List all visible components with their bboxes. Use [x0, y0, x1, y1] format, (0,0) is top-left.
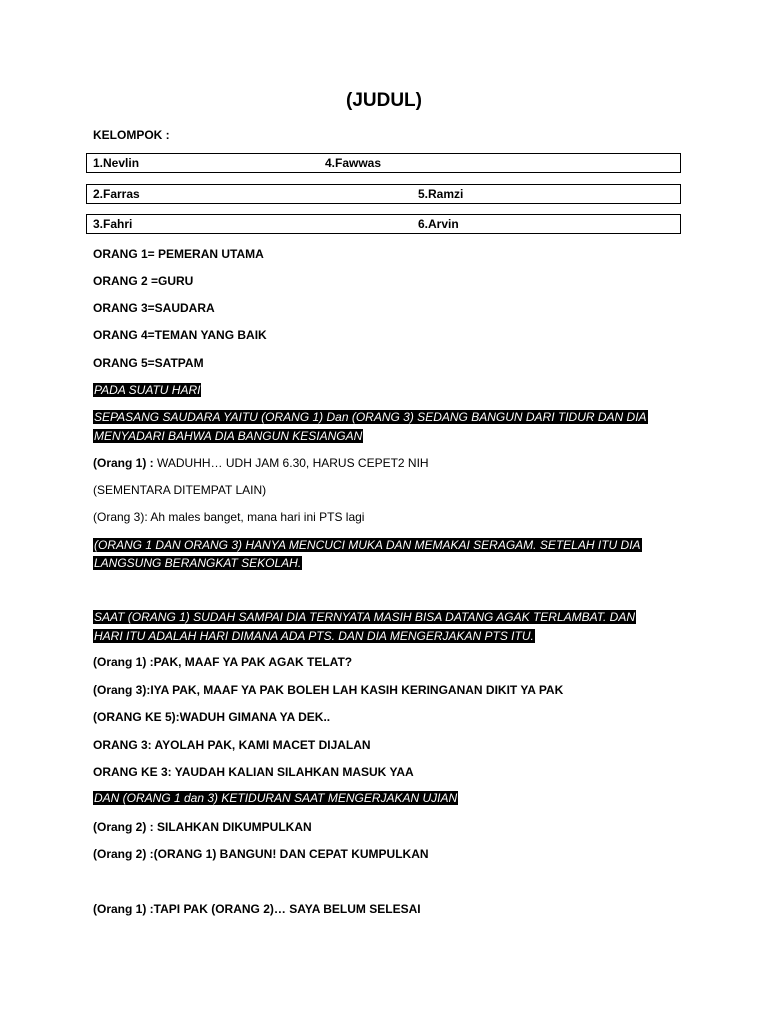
role-line: ORANG 5=SATPAM	[93, 356, 204, 370]
dialog-line: ORANG 3: AYOLAH PAK, KAMI MACET DIJALAN	[93, 738, 371, 752]
narration-line: DAN (ORANG 1 dan 3) KETIDURAN SAAT MENGERJAKAN UJIAN	[94, 791, 458, 805]
member-row	[86, 153, 681, 173]
member-name: 6.Arvin	[418, 217, 459, 231]
dialog-line: (Orang 1) :PAK, MAAF YA PAK AGAK TELAT?	[93, 655, 353, 669]
group-label: KELOMPOK :	[93, 128, 170, 142]
dialog-line: (Orang 3):IYA PAK, MAAF YA PAK BOLEH LAH KASIH KERINGANAN DIKIT YA PAK	[93, 683, 564, 697]
member-row	[86, 184, 681, 204]
scene-heading: PADA SUATU HARI	[94, 383, 201, 397]
narration-line: MENYADARI BAHWA DIA BANGUN KESIANGAN	[94, 429, 363, 443]
speaker-label: (Orang 1) :	[93, 456, 154, 470]
role-line: ORANG 1= PEMERAN UTAMA	[93, 247, 264, 261]
dialog-line: (Orang 2) :(ORANG 1) BANGUN! DAN CEPAT KUMPULKAN	[93, 847, 429, 861]
role-line: ORANG 3=SAUDARA	[93, 301, 215, 315]
document-title: (JUDUL)	[346, 90, 422, 111]
narration-line: LANGSUNG BERANGKAT SEKOLAH.	[94, 556, 302, 570]
dialog-line	[93, 455, 429, 471]
narration-line: SAAT (ORANG 1) SUDAH SAMPAI DIA TERNYATA MASIH BISA DATANG AGAK TERLAMBAT. DAN	[94, 610, 635, 624]
dialog-line: ORANG KE 3: YAUDAH KALIAN SILAHKAN MASUK YAA	[93, 765, 414, 779]
member-name: 3.Fahri	[93, 217, 133, 231]
role-line: ORANG 4=TEMAN YANG BAIK	[93, 328, 267, 342]
dialog-line: (Orang 2) : SILAHKAN DIKUMPULKAN	[93, 820, 312, 834]
member-name: 5.Ramzi	[418, 187, 464, 201]
member-name: 4.Fawwas	[325, 156, 382, 170]
member-name: 1.Nevlin	[93, 156, 140, 170]
member-row	[86, 214, 681, 234]
narration-line: (ORANG 1 DAN ORANG 3) HANYA MENCUCI MUKA DAN MEMAKAI SERAGAM. SETELAH ITU DIA	[94, 538, 641, 552]
narration-line: HARI ITU ADALAH HARI DIMANA ADA PTS. DAN DIA MENGERJAKAN PTS ITU.	[94, 629, 534, 643]
dialog-line: (Orang 1) :TAPI PAK (ORANG 2)… SAYA BELUM SELESAI	[93, 902, 421, 916]
narration-line: SEPASANG SAUDARA YAITU (ORANG 1) Dan (ORANG 3) SEDANG BANGUN DARI TIDUR DAN DIA	[94, 410, 647, 424]
stage-direction: (SEMENTARA DITEMPAT LAIN)	[93, 483, 267, 497]
dialog-line: (Orang 3): Ah males banget, mana hari ini PTS lagi	[93, 510, 365, 524]
role-line: ORANG 2 =GURU	[93, 274, 194, 288]
dialog-text: WADUHH… UDH JAM 6.30, HARUS CEPET2 NIH	[153, 456, 429, 470]
member-name: 2.Farras	[93, 187, 140, 201]
dialog-line: (ORANG KE 5):WADUH GIMANA YA DEK..	[93, 710, 331, 724]
